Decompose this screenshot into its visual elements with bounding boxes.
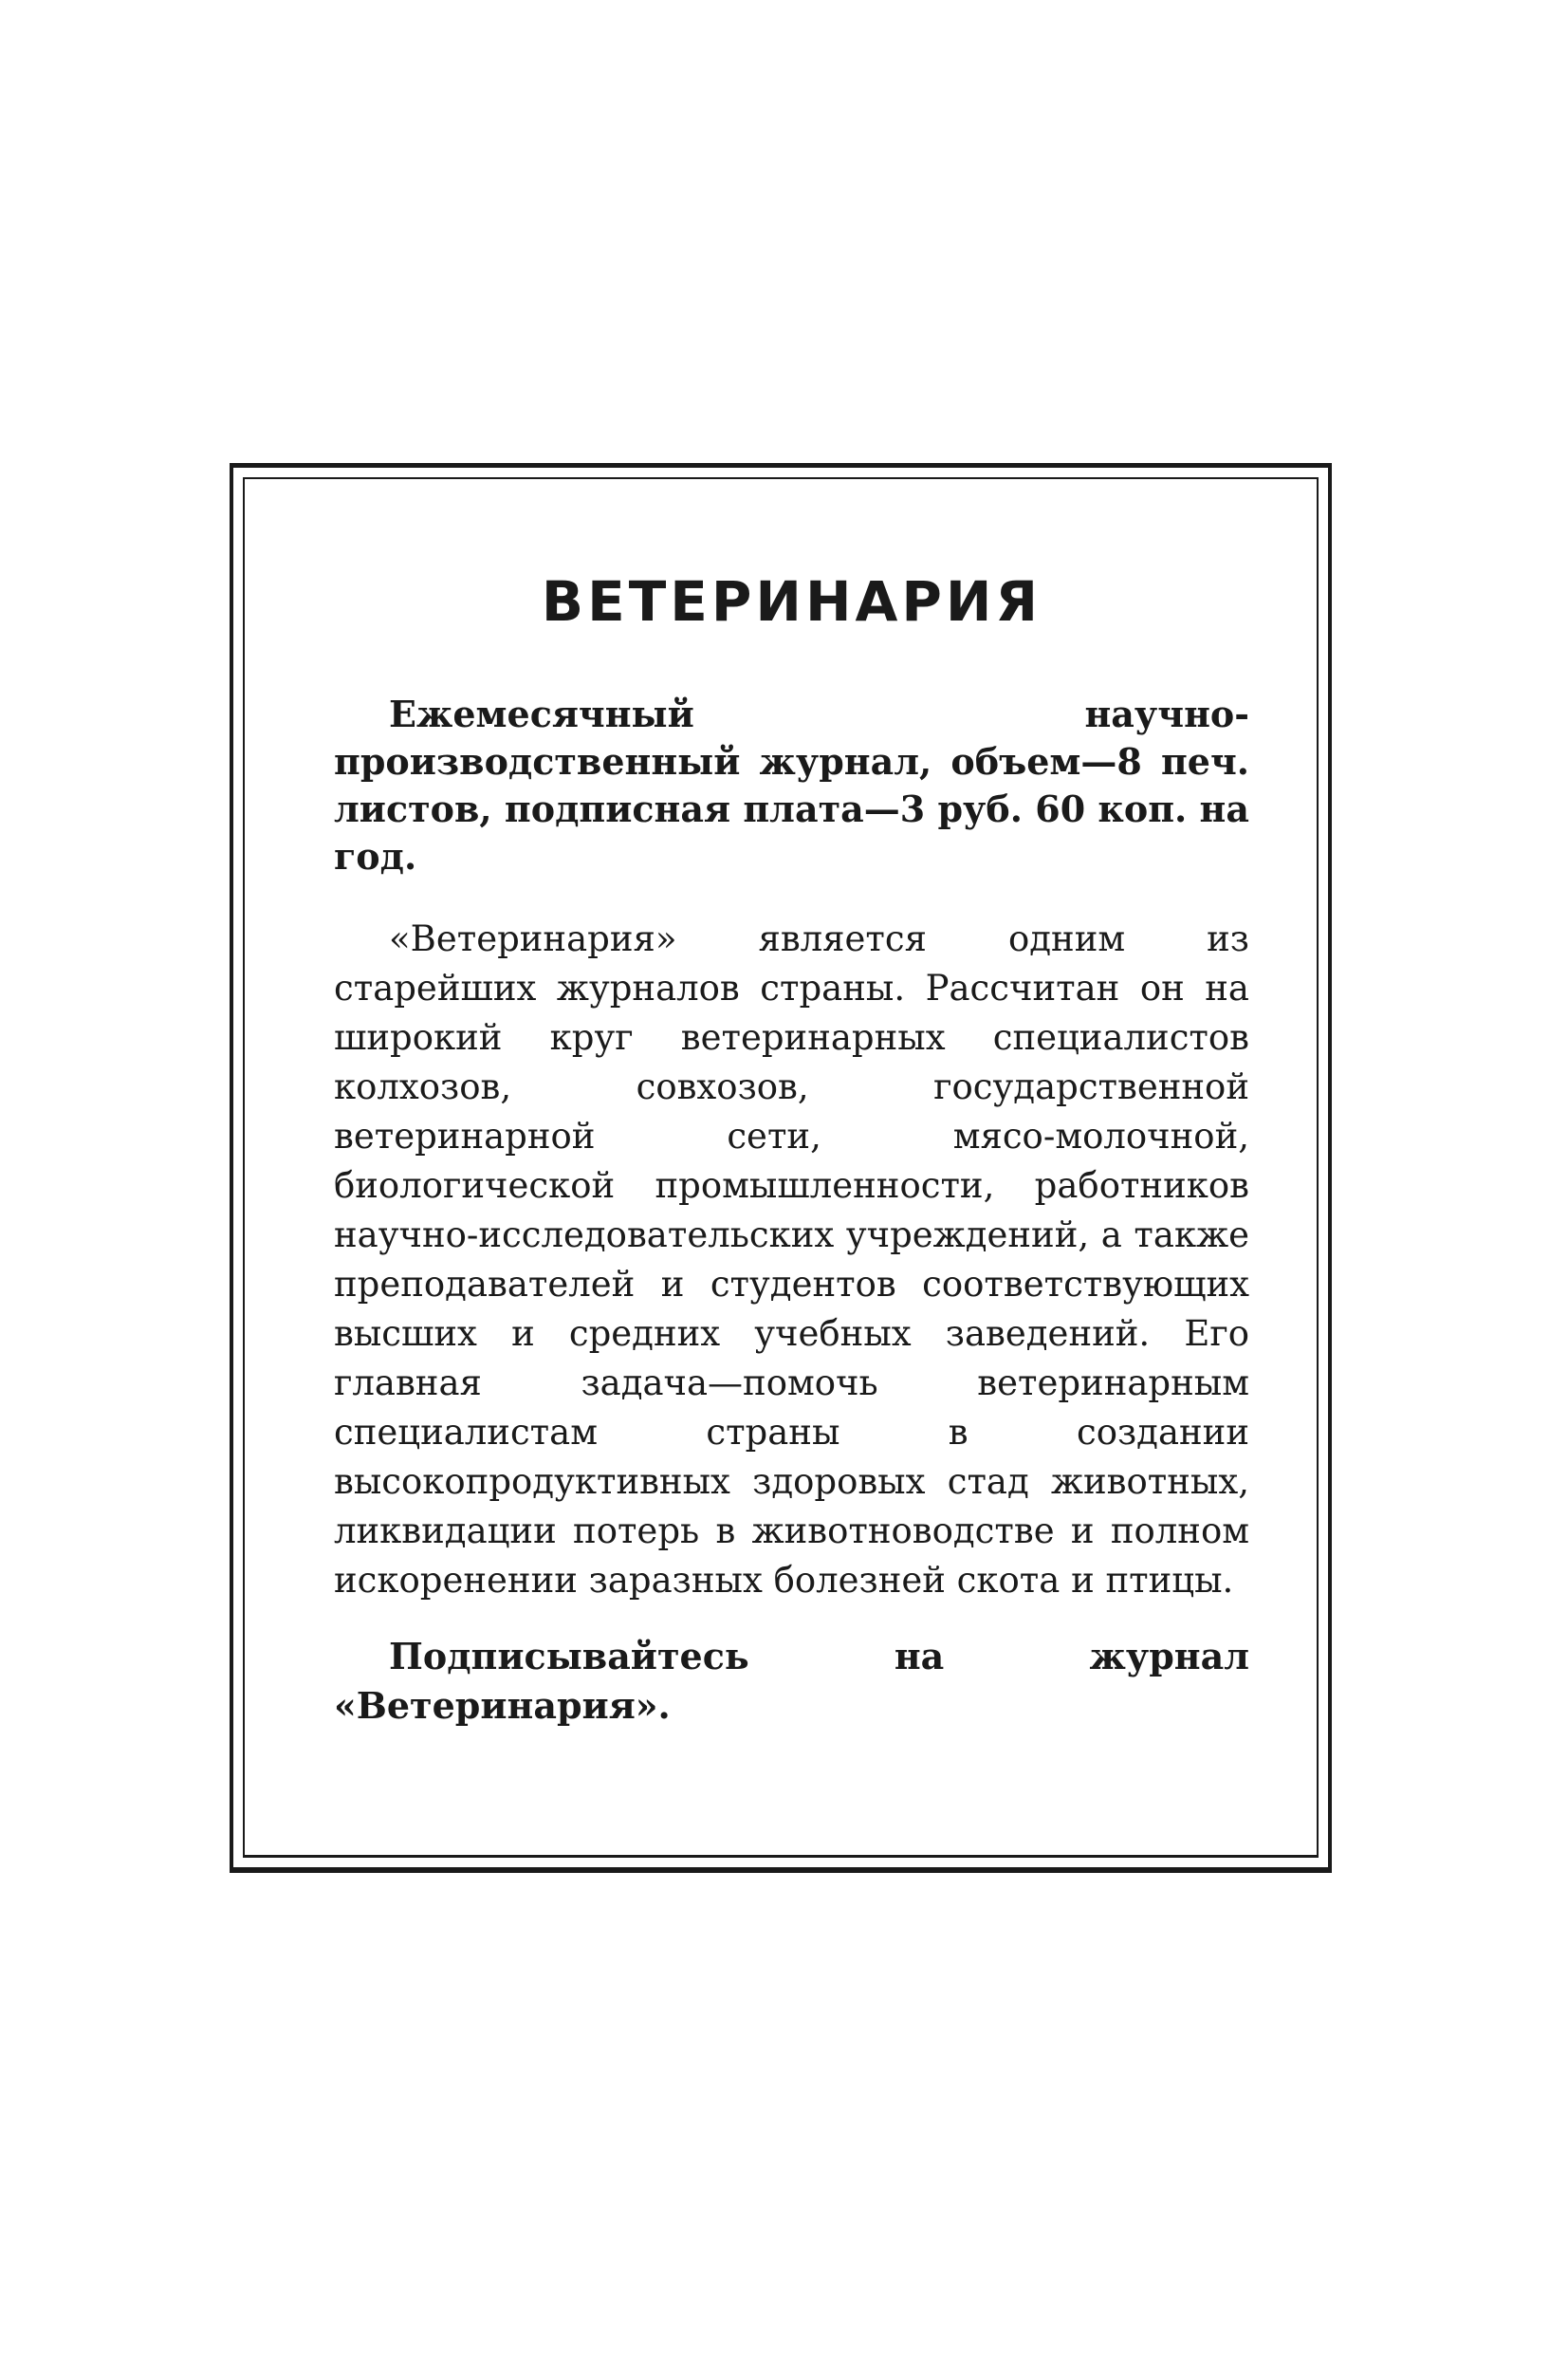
journal-title: ВЕТЕРИНАРИЯ	[541, 569, 1042, 634]
subscribe-call-to-action: Подписывайтесь на журнал «Ветеринария».	[334, 1634, 1249, 1727]
journal-body-text: «Ветеринария» является одним из старейших журналов страны. Рассчитан он на широкий круг ветеринарных специалистов колхозов, совхозов, государственной ветеринарной сети, мясо-молочной, биологической промышленности, работников научно-исследовательских учреждений, а также преподавателей и студентов соответствующих высших и средних учебных заведений. Его главная задача—помочь ветеринарным специалистам страны в создании высокопродуктивных здоровых стад животных, ликвидации потерь в животноводстве и полном искоренении заразных болезней скота и птицы.	[334, 917, 1249, 1601]
journal-description: Ежемесячный научно-производственный журнал, объем—8 печ. листов, подписная плата—3 руб. 60 коп. на год.	[334, 692, 1249, 878]
advertisement-block	[334, 569, 1249, 1731]
